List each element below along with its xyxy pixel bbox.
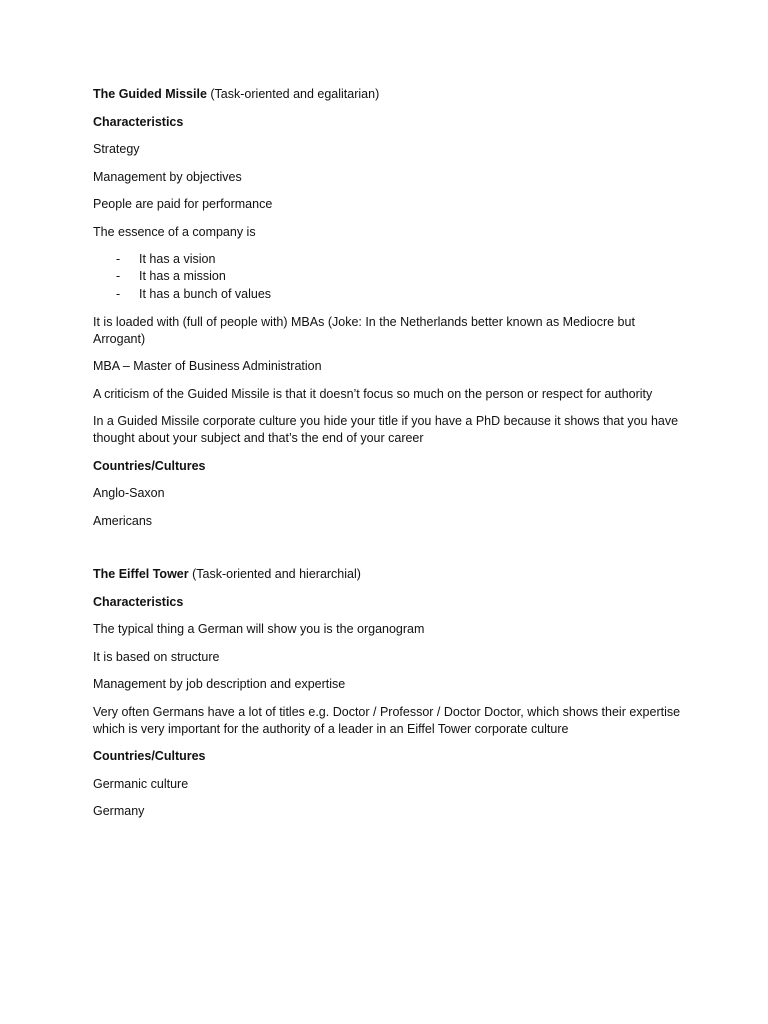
bullet-item — [93, 286, 683, 304]
section1-country-americans: Americans — [93, 513, 153, 528]
section2-line-structure: It is based on structure — [93, 649, 220, 664]
section1-title — [93, 86, 683, 103]
section2-line-titles: Very often Germans have a lot of titles e.g. Doctor / Professor / Doctor Doctor, which shows their expertise which is very important for the authority of a leader in an Eiffel Tower corporate culture — [93, 704, 681, 736]
bullet-marker: - — [116, 251, 121, 266]
section-spacer — [93, 540, 683, 566]
section1-line-mba-definition: MBA – Master of Business Administration — [93, 359, 322, 373]
section1-country-anglo-saxon: Anglo-Saxon — [93, 486, 165, 500]
section1-line-criticism: A criticism of the Guided Missile is that it doesn’t focus so much on the person or respect for authority — [93, 386, 653, 401]
section1-line-strategy: Strategy — [93, 142, 140, 156]
section1-title-bold: The Guided Missile — [93, 87, 207, 101]
bullet-marker: - — [116, 269, 121, 283]
bullet-text: It has a vision — [139, 251, 216, 266]
section1-line-management: Management by objectives — [93, 169, 242, 184]
bullet-marker: - — [116, 286, 121, 301]
section2-country-germany: Germany — [93, 804, 145, 818]
section2-line-management: Management by job description and expertise — [93, 677, 346, 691]
section2-title-bold: The Eiffel Tower — [93, 567, 189, 581]
section2-line-organogram: The typical thing a German will show you is the organogram — [93, 622, 425, 636]
section2-title — [93, 566, 683, 583]
section2-title-rest: (Task-oriented and hierarchial) — [188, 567, 361, 581]
section1-countries-heading: Countries/Cultures — [93, 458, 206, 473]
bullet-item — [93, 268, 683, 286]
section1-characteristics-heading: Characteristics — [93, 114, 184, 129]
section2-characteristics-heading: Characteristics — [93, 594, 184, 609]
bullet-text: It has a bunch of values — [139, 286, 272, 301]
bullet-text: It has a mission — [139, 269, 226, 283]
section1-line-paid: People are paid for performance — [93, 197, 273, 211]
section2-country-germanic: Germanic culture — [93, 776, 189, 791]
section1-line-essence: The essence of a company is — [93, 224, 256, 239]
section1-line-mbas: It is loaded with (full of people with) MBAs (Joke: In the Netherlands better known as Mediocre but Arrogant) — [93, 314, 635, 346]
section1-bullet-list — [93, 251, 683, 304]
section2-countries-heading: Countries/Cultures — [93, 749, 206, 763]
document-body — [93, 86, 683, 831]
section1-title-rest: (Task-oriented and egalitarian) — [206, 87, 380, 101]
bullet-item — [93, 251, 683, 269]
section1-line-phd: In a Guided Missile corporate culture you hide your title if you have a PhD because it shows that you have thought about your subject and that’s the end of your career — [93, 414, 679, 445]
